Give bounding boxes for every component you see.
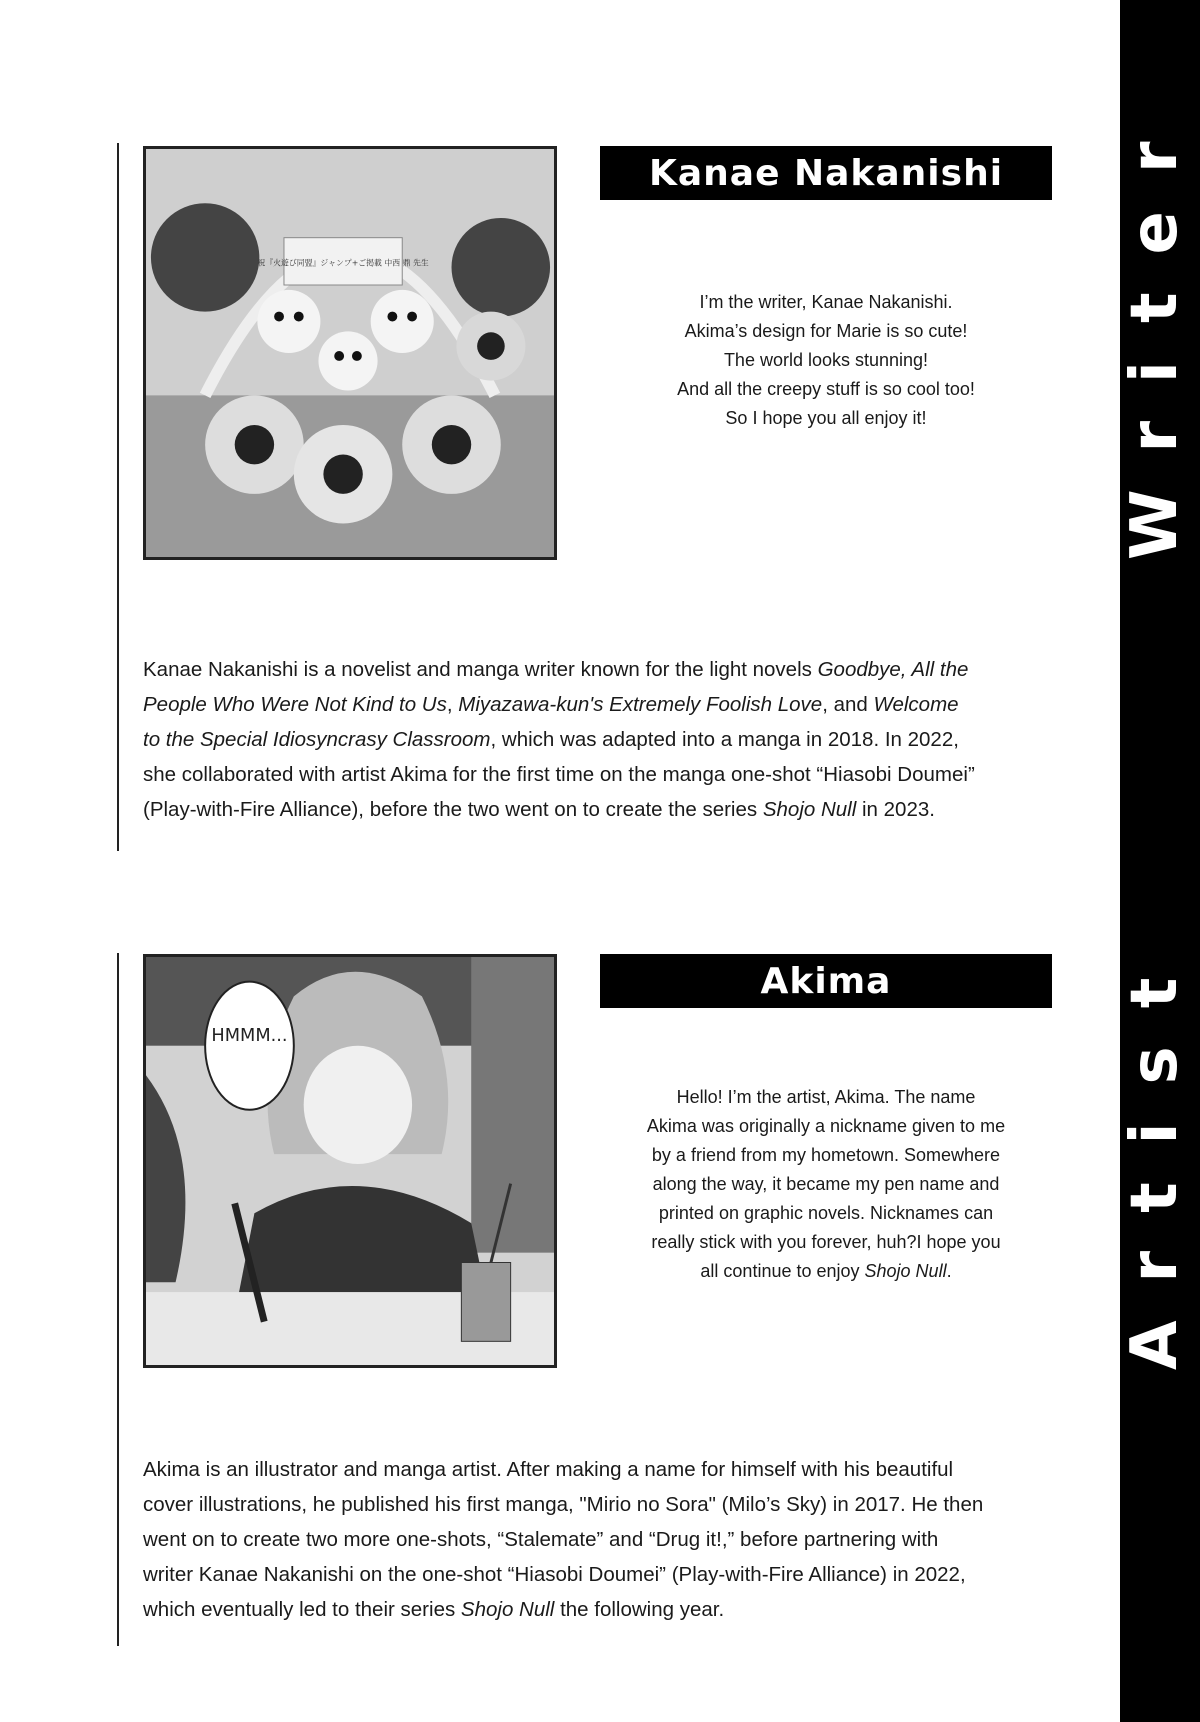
side-label-writer: Writer (1118, 103, 1192, 560)
writer-photo (143, 146, 557, 560)
writer-section-rule (117, 143, 119, 851)
girl-drawing-illustration-icon (146, 957, 554, 1365)
side-label-artist: Artist (1118, 939, 1192, 1370)
writer-message-line: I’m the writer, Kanae Nakanishi. (699, 292, 953, 312)
svg-text:祝『火遊び同盟』ジャンプ+ご掲載 中西 鼎 先生: 祝『火遊び同盟』ジャンプ+ご掲載 中西 鼎 先生 (257, 258, 429, 268)
writer-name-heading: Kanae Nakanishi (600, 146, 1052, 200)
artist-photo (143, 954, 557, 1368)
writer-message-line: Akima’s design for Marie is so cute! (684, 321, 968, 341)
speech-bubble-text: HMMM... (211, 1025, 288, 1046)
writer-bio: Kanae Nakanishi is a novelist and manga writer known for the light novels Goodbye, All the People Who Were Not Kind to Us, Miyazawa-kun's Extremely Foolish Love, and Welcome to the Special Idiosyncrasy Classroom, which was adapted into a manga in 2018. In 2022, she collaborated with artist Akima for the first time on the manga one-shot “Hiasobi Doumei” (Play-with-Fire Alliance), before the two went on to create the series Shojo Null in 2023. (143, 658, 975, 821)
artist-bio: Akima is an illustrator and manga artist. After making a name for himself with his beautiful cover illustrations, he published his first manga, "Mirio no Sora" (Milo’s Sky) in 2017. He then went on to create two more one-shots, “Stalemate” and “Drug it!,” before partnering with writer Kanae Nakanishi on the one-shot “Hiasobi Doumei” (Play-with-Fire Alliance) in 2022, which eventually led to their series Shojo Null the following year. (143, 1458, 984, 1621)
writer-message-line: And all the creepy stuff is so cool too! (677, 379, 975, 399)
artist-message: Hello! I’m the artist, Akima. The name Akima was originally a nickname given to me by a friend from my hometown. Somewhere along the way, it became my pen name and printed on graphic novels. Nicknames can really stick with you forever, huh?I hope you all continue to enjoy Shojo Null. (646, 1087, 1006, 1281)
flower-basket-photo-icon (146, 149, 554, 557)
writer-message-line: So I hope you all enjoy it! (725, 408, 927, 428)
artist-section-rule (117, 953, 119, 1646)
artist-name-heading: Akima (600, 954, 1052, 1008)
writer-message-line: The world looks stunning! (723, 350, 929, 370)
writer-message (600, 288, 1052, 433)
